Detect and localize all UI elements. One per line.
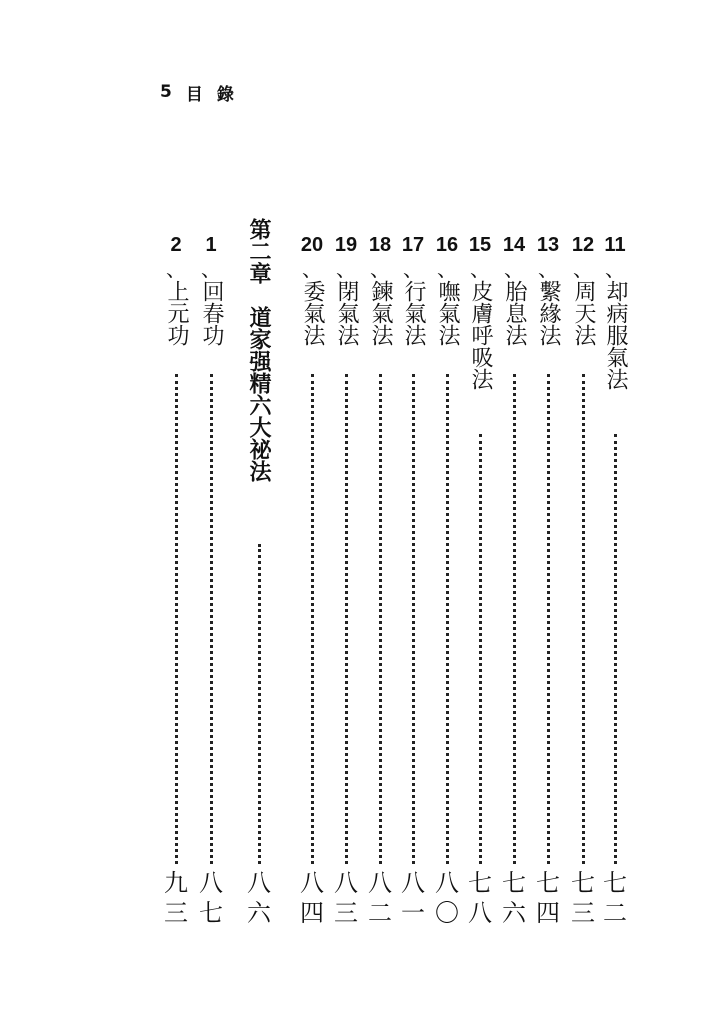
entry-comma: 、: [166, 257, 186, 281]
leader-dots: [345, 374, 351, 864]
chapter-label: 第二章: [246, 218, 272, 284]
chapter-title: 道家强精六大祕法: [246, 306, 272, 482]
leader-dots: [513, 374, 519, 864]
entry-number: 17: [401, 234, 425, 256]
entry-page: 八 二: [368, 869, 392, 927]
entry-number: 14: [502, 234, 526, 256]
entry-number: 12: [571, 234, 595, 256]
header-page-number: 5: [160, 82, 172, 102]
toc-entry: [161, 232, 191, 932]
entry-comma: 、: [302, 257, 322, 281]
entry-title: 却病服氣法: [603, 280, 628, 390]
leader-dots: [412, 374, 418, 864]
leader-dots: [582, 374, 588, 864]
leader-dots: [614, 434, 620, 864]
entry-number: 16: [435, 234, 459, 256]
entry-number: 13: [536, 234, 560, 256]
leader-dots: [175, 374, 181, 864]
entry-title: 嘸氣法: [435, 280, 460, 346]
entry-title: 鍊氣法: [368, 280, 393, 346]
entry-comma: 、: [538, 257, 558, 281]
entry-page: 八 一: [401, 869, 425, 927]
entry-number: 11: [604, 234, 626, 256]
entry-title: 回春功: [199, 280, 224, 346]
toc-entry: [196, 232, 226, 932]
entry-page: 七 八: [468, 869, 492, 927]
toc-entry: [331, 232, 361, 932]
entry-comma: 、: [336, 257, 356, 281]
entry-number: 19: [334, 234, 358, 256]
entry-comma: 、: [470, 257, 490, 281]
chapter-heading: [244, 218, 274, 932]
entry-page: 七 六: [502, 869, 526, 927]
entry-title: 周天法: [571, 280, 596, 346]
leader-dots: [311, 374, 317, 864]
entry-number: 2: [170, 234, 182, 256]
entry-page: 七 三: [571, 869, 595, 927]
leader-dots: [210, 374, 216, 864]
toc-entry: [568, 232, 598, 932]
header-title: 目錄: [185, 84, 248, 105]
toc-entry: [297, 232, 327, 932]
toc-entry: [432, 232, 462, 932]
entry-title: 閉氣法: [334, 280, 359, 346]
entry-comma: 、: [201, 257, 221, 281]
entry-number: 18: [368, 234, 392, 256]
entry-page: 八 〇: [435, 869, 459, 927]
entry-comma: 、: [504, 257, 524, 281]
entry-page: 七 四: [536, 869, 560, 927]
entry-page: 八 三: [334, 869, 358, 927]
entry-number: 20: [300, 234, 324, 256]
entry-title: 皮膚呼吸法: [468, 280, 493, 390]
entry-page: 八 四: [300, 869, 324, 927]
toc-entry: [533, 232, 563, 932]
toc-entry: [398, 232, 428, 932]
entry-comma: 、: [403, 257, 423, 281]
entry-title: 行氣法: [401, 280, 426, 346]
toc-entry: [465, 232, 495, 932]
entry-comma: 、: [370, 257, 390, 281]
entry-comma: 、: [437, 257, 457, 281]
toc-entry: [600, 232, 630, 932]
entry-comma: 、: [573, 257, 593, 281]
entry-title: 委氣法: [300, 280, 325, 346]
entry-title: 上元功: [164, 280, 189, 346]
running-header: [160, 80, 248, 104]
leader-dots: [479, 434, 485, 864]
toc-entry: [499, 232, 529, 932]
leader-dots: [547, 374, 553, 864]
entry-page: 七 二: [603, 869, 627, 927]
leader-dots: [446, 374, 452, 864]
toc-entry: [365, 232, 395, 932]
entry-comma: 、: [605, 257, 625, 281]
chapter-page: 八 六: [247, 869, 271, 927]
entry-page: 九 三: [164, 869, 188, 927]
entry-title: 胎息法: [502, 280, 527, 346]
leader-dots: [258, 544, 264, 864]
entry-number: 15: [468, 234, 492, 256]
entry-title: 繫緣法: [536, 280, 561, 346]
leader-dots: [379, 374, 385, 864]
entry-page: 八 七: [199, 869, 223, 927]
entry-number: 1: [205, 234, 217, 256]
